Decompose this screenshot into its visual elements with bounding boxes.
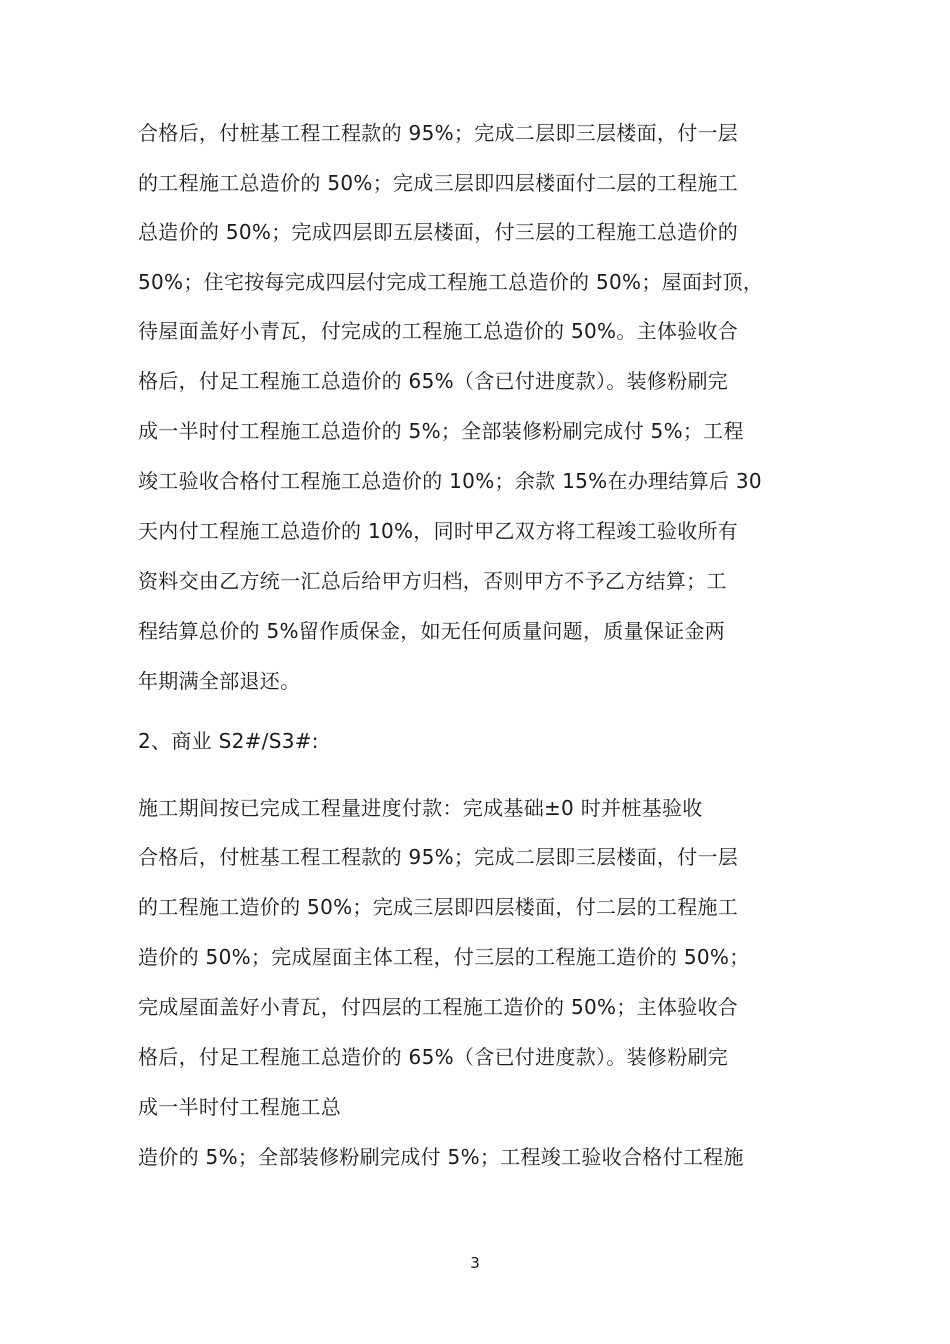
text-line: 竣工验收合格付工程施工总造价的 10%；余款 15%在办理结算后 30 <box>138 469 762 493</box>
text-line: 成一半时付工程施工总造价的 5%；全部装修粉刷完成付 5%；工程 <box>138 419 744 443</box>
text-line: 合格后，付桩基工程工程款的 95%；完成二层即三层楼面，付一层 <box>138 121 739 145</box>
text-line: 造价的 50%；完成屋面主体工程，付三层的工程施工造价的 50%； <box>138 945 750 969</box>
text-line: 完成屋面盖好小青瓦，付四层的工程施工造价的 50%；主体验收合 <box>138 995 739 1019</box>
text-line: 资料交由乙方统一汇总后给甲方归档，否则甲方不予乙方结算；工 <box>138 569 727 593</box>
text-line: 的工程施工造价的 50%；完成三层即四层楼面，付二层的工程施工 <box>138 895 739 919</box>
text-line: 天内付工程施工总造价的 10%，同时甲乙双方将工程竣工验收所有 <box>138 519 739 543</box>
text-line: 程结算总价的 5%留作质保金，如无任何质量问题，质量保证金两 <box>138 619 726 643</box>
text-line: 施工期间按已完成工程量进度付款：完成基础±0 时并桩基验收 <box>138 796 703 820</box>
text-line: 合格后，付桩基工程工程款的 95%；完成二层即三层楼面，付一层 <box>138 845 739 869</box>
section-heading: 2、商业 S2#/S3#: <box>138 729 319 753</box>
text-line: 格后，付足工程施工总造价的 65%（含已付进度款）。装修粉刷完 <box>138 369 729 393</box>
text-line: 总造价的 50%；完成四层即五层楼面，付三层的工程施工总造价的 <box>138 220 739 244</box>
text-line: 造价的 5%；全部装修粉刷完成付 5%；工程竣工验收合格付工程施 <box>138 1145 744 1169</box>
text-line: 待屋面盖好小青瓦，付完成的工程施工总造价的 50%。主体验收合 <box>138 319 739 343</box>
page-number: 3 <box>470 1254 480 1272</box>
text-line: 的工程施工总造价的 50%；完成三层即四层楼面付二层的工程施工 <box>138 171 739 195</box>
text-line: 成一半时付工程施工总 <box>138 1095 341 1119</box>
text-line: 年期满全部退还。 <box>138 669 301 693</box>
text-line: 50%；住宅按每完成四层付完成工程施工总造价的 50%；屋面封顶， <box>138 270 764 294</box>
text-line: 格后，付足工程施工总造价的 65%（含已付进度款）。装修粉刷完 <box>138 1045 729 1069</box>
